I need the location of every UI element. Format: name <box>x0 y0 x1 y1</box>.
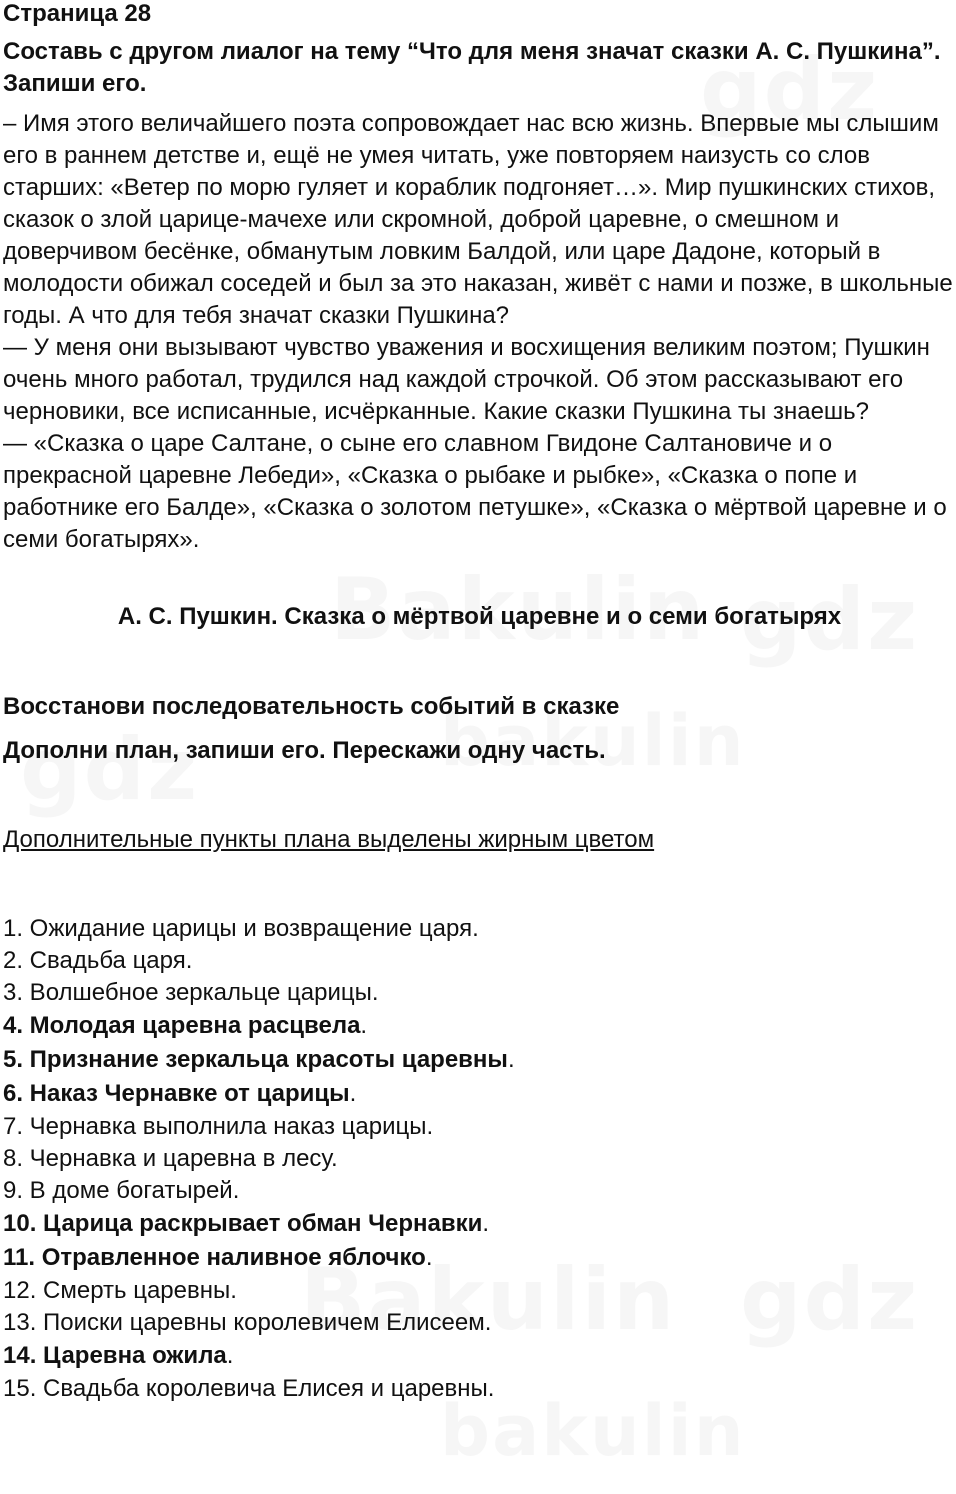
plan-item-text: 6. Наказ Чернавке от царицы <box>3 1080 350 1107</box>
plan-item-dot: . <box>507 1046 515 1073</box>
plan-item-text: 5. Признание зеркальца красоты царевны <box>3 1046 508 1073</box>
plan-item-added <box>3 1009 956 1043</box>
plan-item: 9. В доме богатырей. <box>3 1177 240 1204</box>
plan-item-added <box>3 1339 956 1373</box>
plan-item-dot: . <box>360 1012 368 1039</box>
plan-item: 12. Смерть царевны. <box>3 1277 237 1304</box>
plan-item-added <box>3 1077 956 1111</box>
plan-item-text: 10. Царица раскрывает обман Чернавки <box>3 1210 483 1237</box>
plan-item: 1. Ожидание царицы и возвращение царя. <box>3 915 479 942</box>
plan-item-added <box>3 1241 956 1275</box>
plan-item-dot: . <box>226 1342 234 1369</box>
plan-item-added <box>3 1207 956 1241</box>
dialog-line: – Имя этого величайшего поэта сопровождает нас всю жизнь. Впервые мы слышим его в раннем детстве и, ещё не умея читать, уже повторяем наизусть со слов старших: «Ветер по морю гуляет и кораблик подгоняет…». Мир пушкинских стихов, сказок о злой царице-мачехе или скромной, доброй царевне, о смешном и доверчивом бесёнке, обманутым ловким Балдой, или царе Дадоне, который в молодости обижал соседей и был за это наказан, живёт с нами и позже, в школьные годы. А что для тебя значат сказки Пушкина? <box>3 110 953 329</box>
task-plan-heading: Дополни план, запиши его. Перескажи одну часть. <box>3 737 606 764</box>
task-dialog-heading: Составь с другом лиалог на тему “Что для меня значат сказки А. С. Пушкина”. Запиши его. <box>3 38 941 97</box>
dialog-text <box>3 108 956 556</box>
plan-item-added <box>3 1043 956 1077</box>
plan-item-text: 14. Царевна ожила <box>3 1342 227 1369</box>
plan-item-text: 11. Отравленное наливное яблочко <box>3 1244 426 1271</box>
task-sequence-heading: Восстанови последовательность событий в сказке <box>3 693 620 720</box>
plan-item: 8. Чернавка и царевна в лесу. <box>3 1145 338 1172</box>
plan-note: Дополнительные пункты плана выделены жирным цветом <box>3 826 655 853</box>
plan-list <box>3 913 956 1405</box>
plan-item: 15. Свадьба королевича Елисея и царевны. <box>3 1375 495 1402</box>
dialog-line: — «Сказка о царе Салтане, о сыне его славном Гвидоне Салтановиче и о прекрасной царевне Лебеди», «Сказка о рыбаке и рыбке», «Сказка о попе и работнике его Балде», «Сказка о золотом петушке», «Сказка о мёртвой царевне и о семи богатырях». <box>3 430 947 553</box>
plan-item: 7. Чернавка выполнила наказ царицы. <box>3 1113 434 1140</box>
section-title: А. С. Пушкин. Сказка о мёртвой царевне и о семи богатырях <box>117 603 842 630</box>
plan-item: 13. Поиски царевны королевичем Елисеем. <box>3 1309 492 1336</box>
plan-item: 2. Свадьба царя. <box>3 947 193 974</box>
dialog-line: — У меня они вызывают чувство уважения и восхищения великим поэтом; Пушкин очень много работал, трудился над каждой строчкой. Об этом рассказывают его черновики, все исписанные, исчёрканные. Какие сказки Пушкина ты знаешь? <box>3 334 930 425</box>
page-number: Страница 28 <box>3 0 152 27</box>
plan-item: 3. Волшебное зеркальце царицы. <box>3 979 379 1006</box>
plan-item-text: 4. Молодая царевна расцвела <box>3 1012 361 1039</box>
plan-item-dot: . <box>425 1244 433 1271</box>
plan-item-dot: . <box>482 1210 490 1237</box>
plan-item-dot: . <box>349 1080 357 1107</box>
